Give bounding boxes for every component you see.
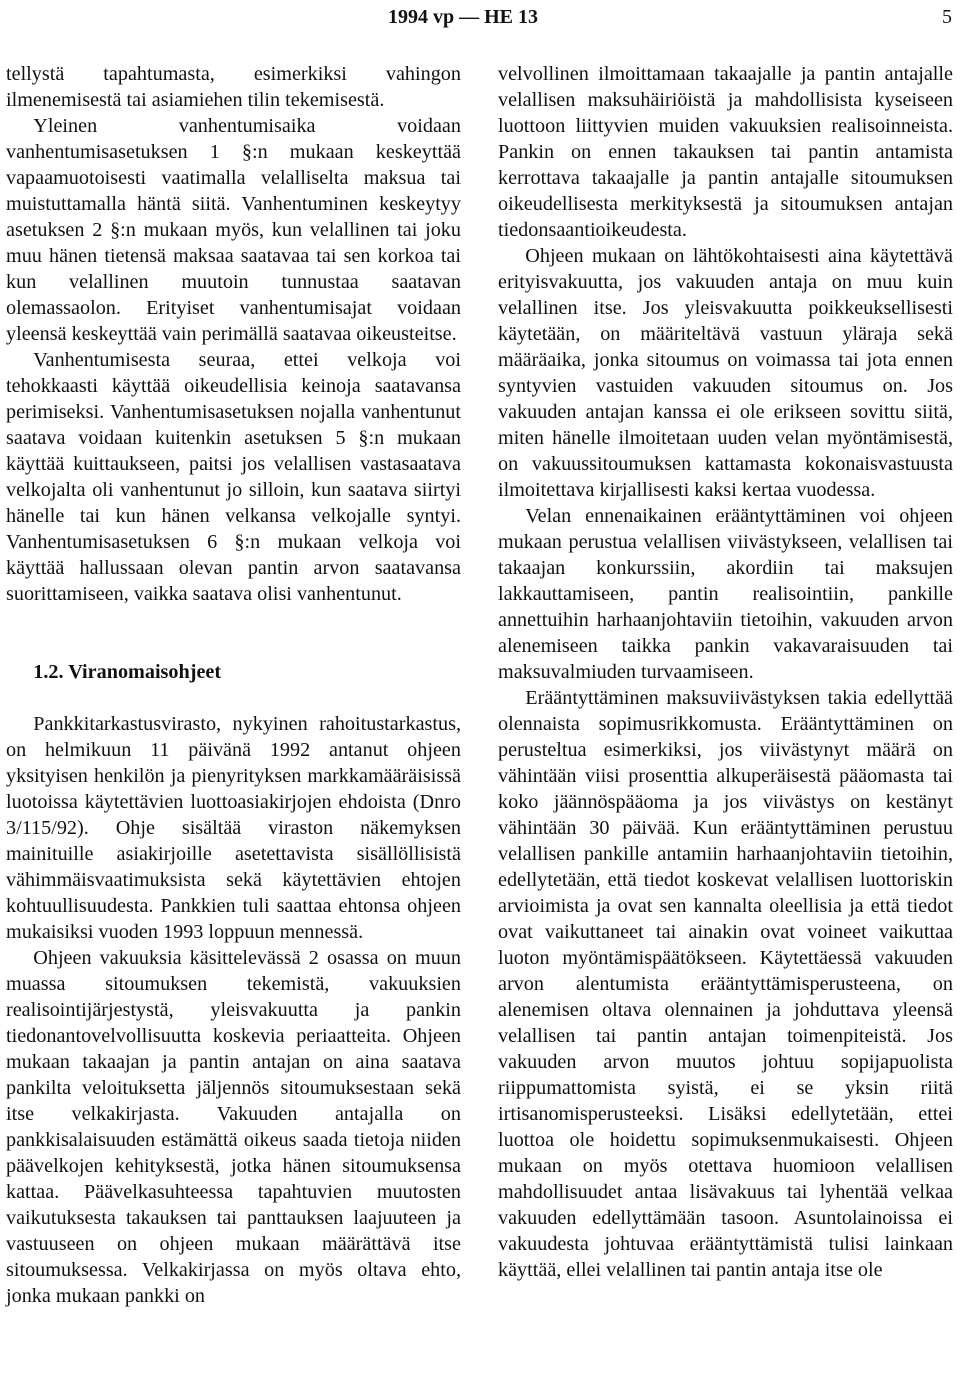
paragraph: velvollinen ilmoittamaan takaajalle ja pantin antajalle velallisen maksuhäiriöistä ja mahdollisista kyseiseen luottoon liittyvien muiden vakuuksien realisoinneista. Pankin on ennen takauksen tai pantin antamista kerrottava takaajalle ja pantin antajalle sitoumuksen oikeudellisesta merkityksestä ja sitoumuksen antajan tiedonsaantioikeudesta. <box>498 63 953 241</box>
page-header <box>0 2 960 32</box>
paragraph: Vanhentumisesta seuraa, ettei velkoja voi tehokkaasti käyttää oikeudellisia keinoja saatavansa perimiseksi. Vanhentumisasetuksen nojalla vanhentunut saatava voidaan kuitenkin asetuksen 5 §:n mukaan käyttää kuittaukseen, paitsi jos velallisen vastasaatava velkojalta oli vanhentunut jo silloin, kun saatava siirtyi hänelle tai kun hänen velkansa velkojalle syntyi. Vanhentumisasetuksen 6 §:n mukaan velkoja voi käyttää hallussaan olevan pantin arvon saatavansa suorittamiseen, vaikka saatava olisi vanhentunut. <box>6 349 461 605</box>
paragraph: Ohjeen vakuuksia käsittelevässä 2 osassa on muun muassa sitoumuksen tekemistä, vakuuksien realisointijärjestystä, yleisvakuutta ja pankin tiedonantovelvollisuutta koskevia periaatteita. Ohjeen mukaan takaajan ja pantin antajan on aina saatava pankilta veloituksetta jäljennös sitoumuksestaan sekä itse velkakirjasta. Vakuuden antajalla on pankkisalaisuuden estämättä oikeus saada tietoja niiden päävelkojen kehityksestä, jotka hänen sitoumuksensa kattaa. Päävelkasuhteessa tapahtuvien muutosten vaikutuksesta takauksen tai panttauksen laajuuteen ja vastuuseen on ohjeen mukaan määrättävä itse sitoumuksessa. Velkakirjassa on myös oltava ehto, jonka mukaan pankki on <box>6 947 461 1307</box>
page-number: 5 <box>942 6 952 28</box>
paragraph: tellystä tapahtumasta, esimerkiksi vahingon ilmenemisestä tai asiamiehen tilin tekemisestä. <box>6 63 461 111</box>
paragraph: Pankkitarkastusvirasto, nykyinen rahoitustarkastus, on helmikuun 11 päivänä 1992 antanut ohjeen yksityisen henkilön ja pienyrityksen markkamääräisissä luotoissa käytettävien luottoasiakirjojen ehdoista (Dnro 3/115/92). Ohje sisältää viraston näkemyksen mainituille asiakirjoille asetettavista sisällöllisistä vähimmäisvaatimuksista sekä käytettävien ehtojen kohtuullisuudesta. Pankkien tuli saattaa ehtonsa ohjeen mukaisiksi vuoden 1993 loppuun mennessä. <box>6 713 461 943</box>
section-heading: 1.2. Viranomaisohjeet <box>33 661 222 683</box>
spacer <box>6 607 461 633</box>
document-identifier: 1994 vp — HE 13 <box>388 6 539 28</box>
paragraph: Yleinen vanhentumisaika voidaan vanhentumisasetuksen 1 §:n mukaan keskeyttää vapaamuotoisesti vaatimalla velalliselta maksua tai muistuttamalla häntä siitä. Vanhentuminen keskeytyy asetuksen 2 §:n mukaan myös, kun velallinen tai joku muu hänen tietensä maksaa saatavaa tai sen korkoa tai kun velallinen muutoin tunnustaa saatavan olemassaolon. Erityiset vanhentumisajat voidaan yleensä keskeyttää vain perimällä saatavaa oikeusteitse. <box>6 115 461 345</box>
left-column <box>6 61 461 1309</box>
paragraph: Erääntyttäminen maksuviivästyksen takia edellyttää olennaista sopimusrikkomusta. Erääntyttäminen on perusteltua esimerkiksi, jos viivästynyt määrä on vähintään viisi prosenttia alkuperäisestä pääomasta tai koko jäännöspääoma ja jos viivästys on kestänyt vähintään 30 päivää. Kun erääntyttäminen perustuu velallisen pankille antamiin harhaanjohtaviin tietoihin, edellytetään, että tiedot koskevat velallisen luottoriskin arvioimista ja ovat sen kannalta oleellisia ja että tiedot ovat vaikuttaneet tai ainakin ovat voineet vaikuttaa luoton myöntämispäätökseen. Käytettäessä vakuuden arvon alentumista erääntyttämisperusteena, on alenemisen oltava olennainen ja johduttava yleensä velallisen tai pantin antajan toimenpiteistä. Jos vakuuden arvon muutos johtuu sopijapuolista riippumattomista syistä, ei se yksin riitä irtisanomisperusteeksi. Lisäksi edellytetään, ettei luottoa ole hoidettu sopimuksenmukaisesti. Ohjeen mukaan on myös otettava huomioon velallisen mahdollisuudet antaa lisävakuus tai lyhentää velkaa vakuuden edellyttämään tasoon. Asuntolainoissa ei vakuudesta johtuvaa erääntyttämistä tulisi lainkaan käyttää, ellei velallinen tai pantin antaja itse ole <box>498 687 953 1281</box>
right-column <box>498 61 953 1283</box>
paragraph: Ohjeen mukaan on lähtökohtaisesti aina käytettävä erityisvakuutta, jos vakuuden antaja on muu kuin velallinen itse. Jos yleisvakuutta poikkeuksellisesti käytetään, on määriteltävä vastuun yläraja sekä määräaika, jonka sitoumus on voimassa tai jota ennen syntyvien vastuiden vakuuden sitoumus on. Jos vakuuden antajan kanssa ei ole erikseen sovittu siitä, miten hänelle ilmoitetaan uuden velan myöntämisestä, on vakuussitoumuksen kattamasta kokonaisvastuusta ilmoitettava kirjallisesti kaksi kertaa vuodessa. <box>498 245 953 501</box>
paragraph: Velan ennenaikainen erääntyttäminen voi ohjeen mukaan perustua velallisen viivästykseen, velallisen tai takaajan konkurssiin, akordiin tai maksujen lakkauttamiseen, pantin realisointiin, pankille annettuihin harhaanjohtaviin tietoihin, vakuuden arvon alenemiseen taikka pankin vakavaraisuuden tai maksuvalmiuden turvaamiseen. <box>498 505 953 683</box>
